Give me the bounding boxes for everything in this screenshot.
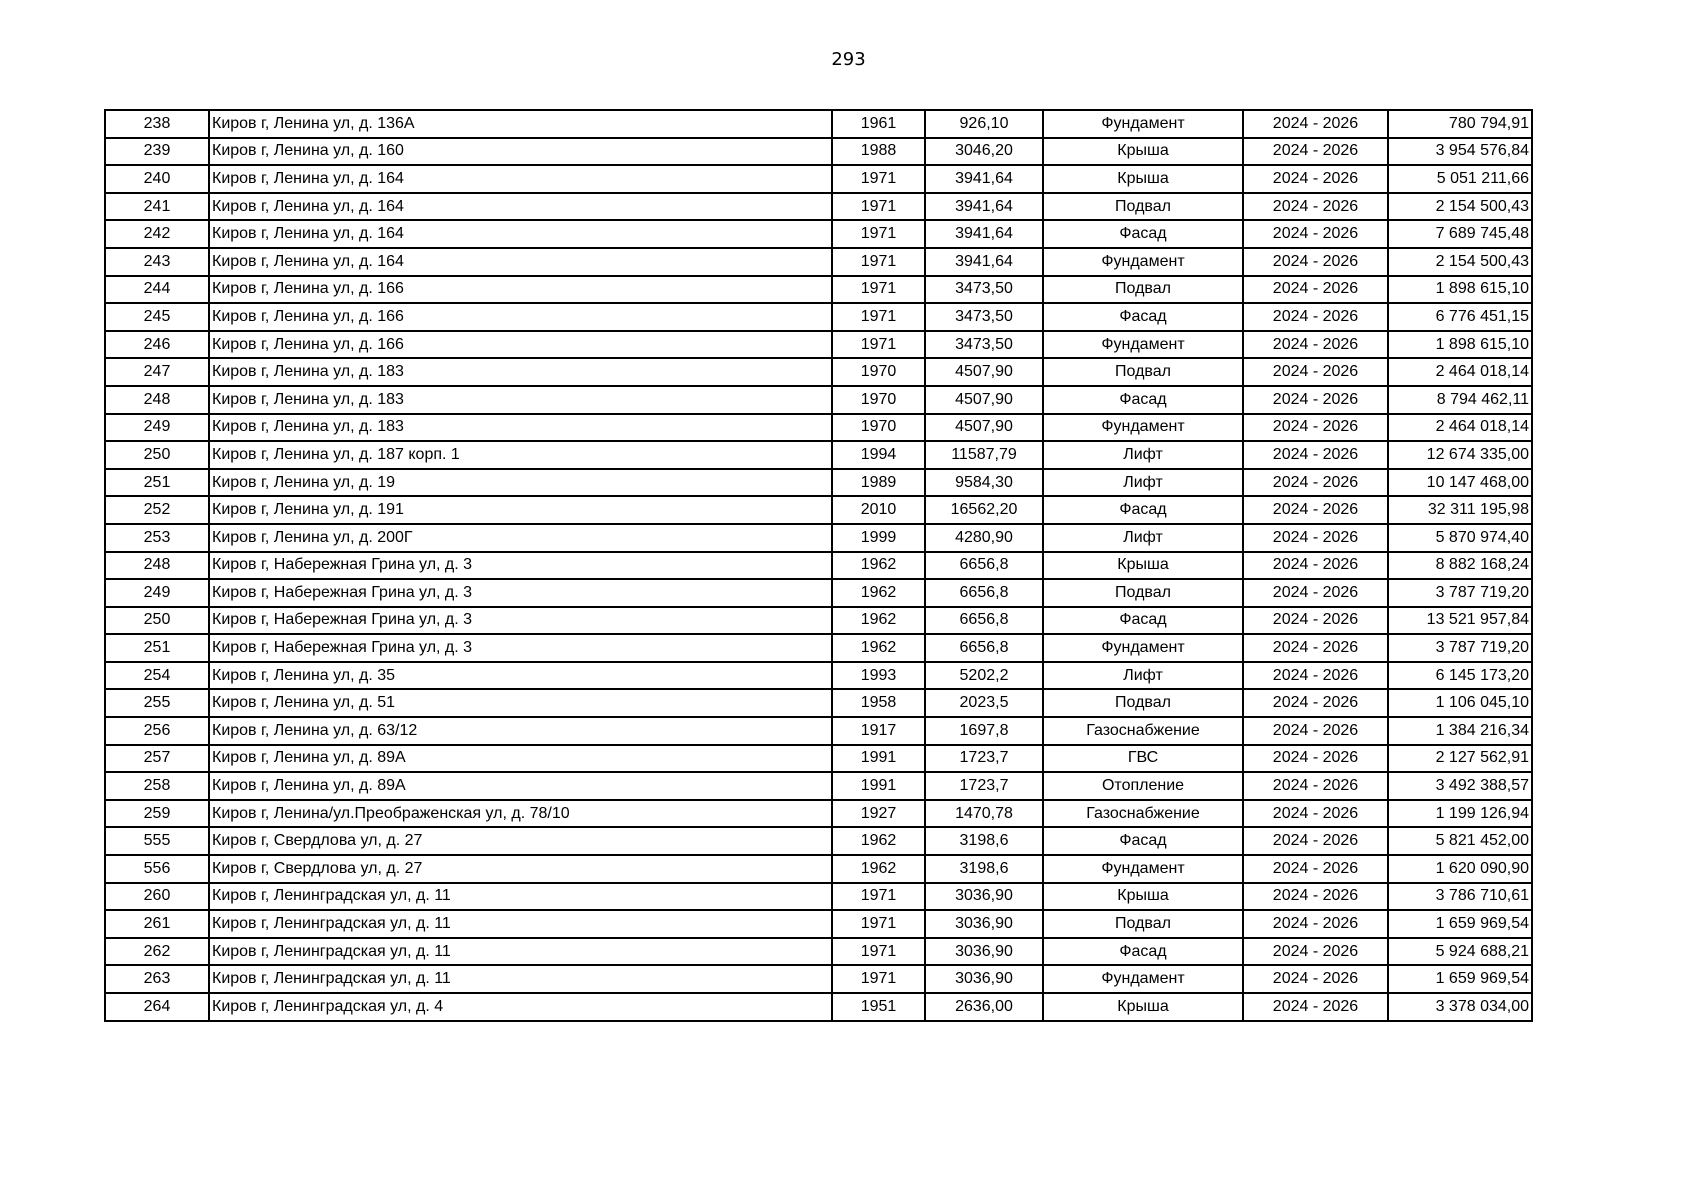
cost-cell: 6 776 451,15 <box>1388 303 1532 331</box>
work-type-cell: Подвал <box>1043 579 1243 607</box>
row-number-cell: 240 <box>105 165 209 193</box>
area-cell: 3941,64 <box>925 165 1043 193</box>
build-year-cell: 1971 <box>832 248 925 276</box>
period-cell: 2024 - 2026 <box>1243 855 1388 883</box>
work-type-cell: Подвал <box>1043 689 1243 717</box>
table-row <box>105 634 1532 662</box>
table-row <box>105 110 1532 138</box>
work-type-cell: Газоснабжение <box>1043 717 1243 745</box>
work-type-cell: Крыша <box>1043 993 1243 1021</box>
address-cell: Киров г, Ленинградская ул, д. 11 <box>209 965 832 993</box>
area-cell: 3473,50 <box>925 331 1043 359</box>
build-year-cell: 1961 <box>832 110 925 138</box>
row-number-cell: 243 <box>105 248 209 276</box>
table-row <box>105 965 1532 993</box>
cost-cell: 3 787 719,20 <box>1388 634 1532 662</box>
area-cell: 6656,8 <box>925 607 1043 635</box>
period-cell: 2024 - 2026 <box>1243 414 1388 442</box>
row-number-cell: 259 <box>105 800 209 828</box>
row-number-cell: 258 <box>105 772 209 800</box>
period-cell: 2024 - 2026 <box>1243 138 1388 166</box>
row-number-cell: 239 <box>105 138 209 166</box>
cost-cell: 5 821 452,00 <box>1388 827 1532 855</box>
area-cell: 3036,90 <box>925 938 1043 966</box>
build-year-cell: 1971 <box>832 965 925 993</box>
cost-cell: 13 521 957,84 <box>1388 607 1532 635</box>
cost-cell: 3 378 034,00 <box>1388 993 1532 1021</box>
address-cell: Киров г, Ленина ул, д. 63/12 <box>209 717 832 745</box>
work-type-cell: Фасад <box>1043 607 1243 635</box>
address-cell: Киров г, Ленина ул, д. 160 <box>209 138 832 166</box>
area-cell: 6656,8 <box>925 579 1043 607</box>
row-number-cell: 252 <box>105 496 209 524</box>
work-type-cell: Крыша <box>1043 552 1243 580</box>
build-year-cell: 1962 <box>832 855 925 883</box>
row-number-cell: 556 <box>105 855 209 883</box>
cost-cell: 2 464 018,14 <box>1388 414 1532 442</box>
table-row <box>105 855 1532 883</box>
period-cell: 2024 - 2026 <box>1243 469 1388 497</box>
table-row <box>105 358 1532 386</box>
build-year-cell: 1971 <box>832 303 925 331</box>
build-year-cell: 1993 <box>832 662 925 690</box>
address-cell: Киров г, Ленина ул, д. 200Г <box>209 524 832 552</box>
cost-cell: 1 898 615,10 <box>1388 276 1532 304</box>
build-year-cell: 1962 <box>832 827 925 855</box>
build-year-cell: 1971 <box>832 331 925 359</box>
address-cell: Киров г, Ленинградская ул, д. 4 <box>209 993 832 1021</box>
table-row <box>105 689 1532 717</box>
area-cell: 16562,20 <box>925 496 1043 524</box>
table-row <box>105 993 1532 1021</box>
cost-cell: 1 620 090,90 <box>1388 855 1532 883</box>
area-cell: 926,10 <box>925 110 1043 138</box>
address-cell: Киров г, Набережная Грина ул, д. 3 <box>209 552 832 580</box>
table-row <box>105 276 1532 304</box>
work-type-cell: Фундамент <box>1043 965 1243 993</box>
period-cell: 2024 - 2026 <box>1243 441 1388 469</box>
cost-cell: 5 051 211,66 <box>1388 165 1532 193</box>
address-cell: Киров г, Ленина ул, д. 183 <box>209 358 832 386</box>
row-number-cell: 248 <box>105 552 209 580</box>
work-type-cell: Фундамент <box>1043 248 1243 276</box>
period-cell: 2024 - 2026 <box>1243 607 1388 635</box>
work-type-cell: Лифт <box>1043 441 1243 469</box>
table-row <box>105 938 1532 966</box>
table-row <box>105 883 1532 911</box>
build-year-cell: 1991 <box>832 772 925 800</box>
area-cell: 3036,90 <box>925 965 1043 993</box>
address-cell: Киров г, Ленина ул, д. 183 <box>209 386 832 414</box>
period-cell: 2024 - 2026 <box>1243 800 1388 828</box>
address-cell: Киров г, Ленина ул, д. 164 <box>209 193 832 221</box>
area-cell: 4507,90 <box>925 414 1043 442</box>
row-number-cell: 242 <box>105 220 209 248</box>
table-row <box>105 165 1532 193</box>
row-number-cell: 238 <box>105 110 209 138</box>
address-cell: Киров г, Ленинградская ул, д. 11 <box>209 883 832 911</box>
row-number-cell: 264 <box>105 993 209 1021</box>
work-type-cell: Лифт <box>1043 524 1243 552</box>
table-row <box>105 662 1532 690</box>
table-row <box>105 414 1532 442</box>
area-cell: 6656,8 <box>925 634 1043 662</box>
cost-cell: 32 311 195,98 <box>1388 496 1532 524</box>
table-row <box>105 524 1532 552</box>
work-type-cell: Крыша <box>1043 165 1243 193</box>
address-cell: Киров г, Ленина/ул.Преображенская ул, д. 78/10 <box>209 800 832 828</box>
address-cell: Киров г, Набережная Грина ул, д. 3 <box>209 579 832 607</box>
row-number-cell: 263 <box>105 965 209 993</box>
cost-cell: 5 924 688,21 <box>1388 938 1532 966</box>
address-cell: Киров г, Ленина ул, д. 166 <box>209 276 832 304</box>
work-type-cell: Фундамент <box>1043 414 1243 442</box>
area-cell: 4280,90 <box>925 524 1043 552</box>
area-cell: 1723,7 <box>925 772 1043 800</box>
period-cell: 2024 - 2026 <box>1243 883 1388 911</box>
address-cell: Киров г, Ленинградская ул, д. 11 <box>209 938 832 966</box>
row-number-cell: 244 <box>105 276 209 304</box>
build-year-cell: 2010 <box>832 496 925 524</box>
table-row <box>105 772 1532 800</box>
cost-cell: 2 154 500,43 <box>1388 248 1532 276</box>
address-cell: Киров г, Ленина ул, д. 89А <box>209 745 832 773</box>
cost-cell: 7 689 745,48 <box>1388 220 1532 248</box>
row-number-cell: 257 <box>105 745 209 773</box>
build-year-cell: 1971 <box>832 193 925 221</box>
row-number-cell: 251 <box>105 634 209 662</box>
area-cell: 3473,50 <box>925 276 1043 304</box>
build-year-cell: 1971 <box>832 276 925 304</box>
area-cell: 2023,5 <box>925 689 1043 717</box>
period-cell: 2024 - 2026 <box>1243 717 1388 745</box>
period-cell: 2024 - 2026 <box>1243 938 1388 966</box>
area-cell: 9584,30 <box>925 469 1043 497</box>
build-year-cell: 1989 <box>832 469 925 497</box>
table-row <box>105 138 1532 166</box>
table-row <box>105 386 1532 414</box>
address-cell: Киров г, Ленина ул, д. 164 <box>209 248 832 276</box>
cost-cell: 1 199 126,94 <box>1388 800 1532 828</box>
period-cell: 2024 - 2026 <box>1243 552 1388 580</box>
build-year-cell: 1994 <box>832 441 925 469</box>
area-cell: 11587,79 <box>925 441 1043 469</box>
table-row <box>105 496 1532 524</box>
address-cell: Киров г, Свердлова ул, д. 27 <box>209 855 832 883</box>
build-year-cell: 1951 <box>832 993 925 1021</box>
build-year-cell: 1988 <box>832 138 925 166</box>
work-type-cell: Фундамент <box>1043 331 1243 359</box>
work-type-cell: Крыша <box>1043 138 1243 166</box>
work-type-cell: Газоснабжение <box>1043 800 1243 828</box>
build-year-cell: 1991 <box>832 745 925 773</box>
row-number-cell: 248 <box>105 386 209 414</box>
work-type-cell: Подвал <box>1043 358 1243 386</box>
row-number-cell: 253 <box>105 524 209 552</box>
address-cell: Киров г, Ленина ул, д. 187 корп. 1 <box>209 441 832 469</box>
period-cell: 2024 - 2026 <box>1243 248 1388 276</box>
area-cell: 3198,6 <box>925 855 1043 883</box>
address-cell: Киров г, Ленина ул, д. 136А <box>209 110 832 138</box>
build-year-cell: 1927 <box>832 800 925 828</box>
work-type-cell: Фундамент <box>1043 110 1243 138</box>
row-number-cell: 251 <box>105 469 209 497</box>
cost-cell: 3 787 719,20 <box>1388 579 1532 607</box>
work-type-cell: Подвал <box>1043 193 1243 221</box>
table-row <box>105 220 1532 248</box>
table-row <box>105 607 1532 635</box>
period-cell: 2024 - 2026 <box>1243 662 1388 690</box>
work-type-cell: Подвал <box>1043 276 1243 304</box>
repair-program-table <box>104 109 1533 1022</box>
work-type-cell: Фундамент <box>1043 855 1243 883</box>
page-number: 293 <box>831 49 866 70</box>
cost-cell: 2 464 018,14 <box>1388 358 1532 386</box>
table-body <box>105 110 1532 1021</box>
period-cell: 2024 - 2026 <box>1243 910 1388 938</box>
period-cell: 2024 - 2026 <box>1243 331 1388 359</box>
cost-cell: 8 794 462,11 <box>1388 386 1532 414</box>
table-row <box>105 303 1532 331</box>
cost-cell: 10 147 468,00 <box>1388 469 1532 497</box>
cost-cell: 1 106 045,10 <box>1388 689 1532 717</box>
address-cell: Киров г, Свердлова ул, д. 27 <box>209 827 832 855</box>
build-year-cell: 1962 <box>832 552 925 580</box>
address-cell: Киров г, Набережная Грина ул, д. 3 <box>209 607 832 635</box>
address-cell: Киров г, Ленинградская ул, д. 11 <box>209 910 832 938</box>
build-year-cell: 1958 <box>832 689 925 717</box>
cost-cell: 8 882 168,24 <box>1388 552 1532 580</box>
period-cell: 2024 - 2026 <box>1243 165 1388 193</box>
period-cell: 2024 - 2026 <box>1243 220 1388 248</box>
build-year-cell: 1971 <box>832 220 925 248</box>
address-cell: Киров г, Ленина ул, д. 191 <box>209 496 832 524</box>
table-row <box>105 331 1532 359</box>
work-type-cell: Подвал <box>1043 910 1243 938</box>
cost-cell: 6 145 173,20 <box>1388 662 1532 690</box>
area-cell: 3036,90 <box>925 910 1043 938</box>
area-cell: 4507,90 <box>925 386 1043 414</box>
address-cell: Киров г, Ленина ул, д. 164 <box>209 165 832 193</box>
row-number-cell: 255 <box>105 689 209 717</box>
period-cell: 2024 - 2026 <box>1243 496 1388 524</box>
build-year-cell: 1962 <box>832 579 925 607</box>
row-number-cell: 555 <box>105 827 209 855</box>
row-number-cell: 241 <box>105 193 209 221</box>
period-cell: 2024 - 2026 <box>1243 193 1388 221</box>
row-number-cell: 256 <box>105 717 209 745</box>
cost-cell: 3 786 710,61 <box>1388 883 1532 911</box>
address-cell: Киров г, Ленина ул, д. 51 <box>209 689 832 717</box>
area-cell: 3941,64 <box>925 193 1043 221</box>
area-cell: 3473,50 <box>925 303 1043 331</box>
cost-cell: 780 794,91 <box>1388 110 1532 138</box>
row-number-cell: 247 <box>105 358 209 386</box>
period-cell: 2024 - 2026 <box>1243 110 1388 138</box>
cost-cell: 2 154 500,43 <box>1388 193 1532 221</box>
cost-cell: 5 870 974,40 <box>1388 524 1532 552</box>
work-type-cell: Крыша <box>1043 883 1243 911</box>
area-cell: 4507,90 <box>925 358 1043 386</box>
cost-cell: 1 384 216,34 <box>1388 717 1532 745</box>
table-row <box>105 910 1532 938</box>
work-type-cell: Фасад <box>1043 827 1243 855</box>
period-cell: 2024 - 2026 <box>1243 689 1388 717</box>
area-cell: 3036,90 <box>925 883 1043 911</box>
table-row <box>105 745 1532 773</box>
table-row <box>105 441 1532 469</box>
period-cell: 2024 - 2026 <box>1243 579 1388 607</box>
row-number-cell: 250 <box>105 441 209 469</box>
cost-cell: 2 127 562,91 <box>1388 745 1532 773</box>
cost-cell: 1 898 615,10 <box>1388 331 1532 359</box>
area-cell: 3198,6 <box>925 827 1043 855</box>
period-cell: 2024 - 2026 <box>1243 772 1388 800</box>
table-row <box>105 827 1532 855</box>
table-row <box>105 469 1532 497</box>
table-row <box>105 248 1532 276</box>
cost-cell: 3 492 388,57 <box>1388 772 1532 800</box>
cost-cell: 1 659 969,54 <box>1388 910 1532 938</box>
build-year-cell: 1962 <box>832 607 925 635</box>
period-cell: 2024 - 2026 <box>1243 358 1388 386</box>
row-number-cell: 249 <box>105 414 209 442</box>
build-year-cell: 1971 <box>832 165 925 193</box>
row-number-cell: 246 <box>105 331 209 359</box>
work-type-cell: Фундамент <box>1043 634 1243 662</box>
build-year-cell: 1962 <box>832 634 925 662</box>
row-number-cell: 254 <box>105 662 209 690</box>
period-cell: 2024 - 2026 <box>1243 276 1388 304</box>
address-cell: Киров г, Ленина ул, д. 166 <box>209 303 832 331</box>
table-row <box>105 579 1532 607</box>
period-cell: 2024 - 2026 <box>1243 524 1388 552</box>
area-cell: 1723,7 <box>925 745 1043 773</box>
area-cell: 1697,8 <box>925 717 1043 745</box>
area-cell: 3941,64 <box>925 248 1043 276</box>
table-row <box>105 193 1532 221</box>
address-cell: Киров г, Ленина ул, д. 89А <box>209 772 832 800</box>
period-cell: 2024 - 2026 <box>1243 303 1388 331</box>
build-year-cell: 1971 <box>832 910 925 938</box>
table-row <box>105 800 1532 828</box>
work-type-cell: Фасад <box>1043 303 1243 331</box>
address-cell: Киров г, Ленина ул, д. 164 <box>209 220 832 248</box>
period-cell: 2024 - 2026 <box>1243 634 1388 662</box>
period-cell: 2024 - 2026 <box>1243 993 1388 1021</box>
area-cell: 6656,8 <box>925 552 1043 580</box>
row-number-cell: 260 <box>105 883 209 911</box>
work-type-cell: Фасад <box>1043 386 1243 414</box>
address-cell: Киров г, Ленина ул, д. 19 <box>209 469 832 497</box>
work-type-cell: Лифт <box>1043 469 1243 497</box>
build-year-cell: 1971 <box>832 938 925 966</box>
cost-cell: 1 659 969,54 <box>1388 965 1532 993</box>
row-number-cell: 250 <box>105 607 209 635</box>
period-cell: 2024 - 2026 <box>1243 965 1388 993</box>
area-cell: 2636,00 <box>925 993 1043 1021</box>
build-year-cell: 1970 <box>832 414 925 442</box>
period-cell: 2024 - 2026 <box>1243 386 1388 414</box>
row-number-cell: 249 <box>105 579 209 607</box>
build-year-cell: 1970 <box>832 386 925 414</box>
period-cell: 2024 - 2026 <box>1243 745 1388 773</box>
table-row <box>105 552 1532 580</box>
row-number-cell: 245 <box>105 303 209 331</box>
area-cell: 1470,78 <box>925 800 1043 828</box>
cost-cell: 3 954 576,84 <box>1388 138 1532 166</box>
work-type-cell: Фасад <box>1043 496 1243 524</box>
work-type-cell: Отопление <box>1043 772 1243 800</box>
address-cell: Киров г, Набережная Грина ул, д. 3 <box>209 634 832 662</box>
period-cell: 2024 - 2026 <box>1243 827 1388 855</box>
row-number-cell: 262 <box>105 938 209 966</box>
area-cell: 3046,20 <box>925 138 1043 166</box>
work-type-cell: Фасад <box>1043 938 1243 966</box>
area-cell: 5202,2 <box>925 662 1043 690</box>
build-year-cell: 1999 <box>832 524 925 552</box>
build-year-cell: 1917 <box>832 717 925 745</box>
work-type-cell: Фасад <box>1043 220 1243 248</box>
cost-cell: 12 674 335,00 <box>1388 441 1532 469</box>
table-row <box>105 717 1532 745</box>
build-year-cell: 1970 <box>832 358 925 386</box>
work-type-cell: Лифт <box>1043 662 1243 690</box>
address-cell: Киров г, Ленина ул, д. 183 <box>209 414 832 442</box>
row-number-cell: 261 <box>105 910 209 938</box>
build-year-cell: 1971 <box>832 883 925 911</box>
work-type-cell: ГВС <box>1043 745 1243 773</box>
address-cell: Киров г, Ленина ул, д. 166 <box>209 331 832 359</box>
address-cell: Киров г, Ленина ул, д. 35 <box>209 662 832 690</box>
area-cell: 3941,64 <box>925 220 1043 248</box>
